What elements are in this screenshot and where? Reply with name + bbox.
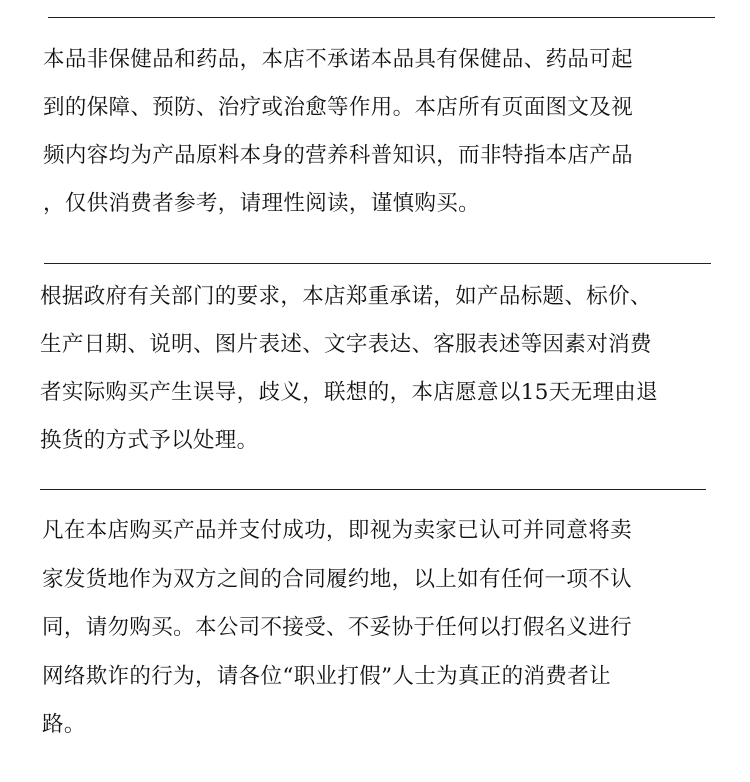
- text-line: 换货的方式予以处理。: [40, 428, 259, 453]
- text-line: 生产日期、说明、图片表述、文字表达、客服表述等因素对消费: [40, 332, 652, 357]
- text-line: 凡在本店购买产品并支付成功，即视为卖家已认可并同意将卖: [42, 518, 632, 543]
- text-line: 者实际购买产生误导，歧义，联想的，本店愿意以15天无理由退: [40, 380, 659, 405]
- lower-divider: [40, 489, 706, 490]
- text-line: 网络欺诈的行为，请各位“职业打假”人士为真正的消费者让: [42, 663, 611, 689]
- text-line: 本品非保健品和药品，本店不承诺本品具有保健品、药品可起: [43, 47, 633, 72]
- text-line: 同，请勿购买。本公司不接受、不妥协于任何以打假名义进行: [42, 615, 632, 640]
- text-line: 频内容均为产品原料本身的营养科普知识，而非特指本店产品: [43, 143, 633, 168]
- text-line: 家发货地作为双方之间的合同履约地，以上如有任何一项不认: [42, 566, 632, 592]
- text-line: 根据政府有关部门的要求，本店郑重承诺，如产品标题、标价、: [40, 284, 652, 309]
- text-line: 路。: [42, 712, 86, 737]
- text-line: 到的保障、预防、治疗或治愈等作用。本店所有页面图文及视: [43, 95, 633, 120]
- middle-divider: [44, 263, 711, 264]
- health-disclaimer-paragraph: [43, 36, 633, 228]
- top-divider: [48, 17, 715, 18]
- return-policy-paragraph: [40, 273, 658, 465]
- purchase-terms-paragraph: [42, 507, 632, 750]
- text-line: ，仅供消费者参考，请理性阅读，谨慎购买。: [43, 191, 481, 216]
